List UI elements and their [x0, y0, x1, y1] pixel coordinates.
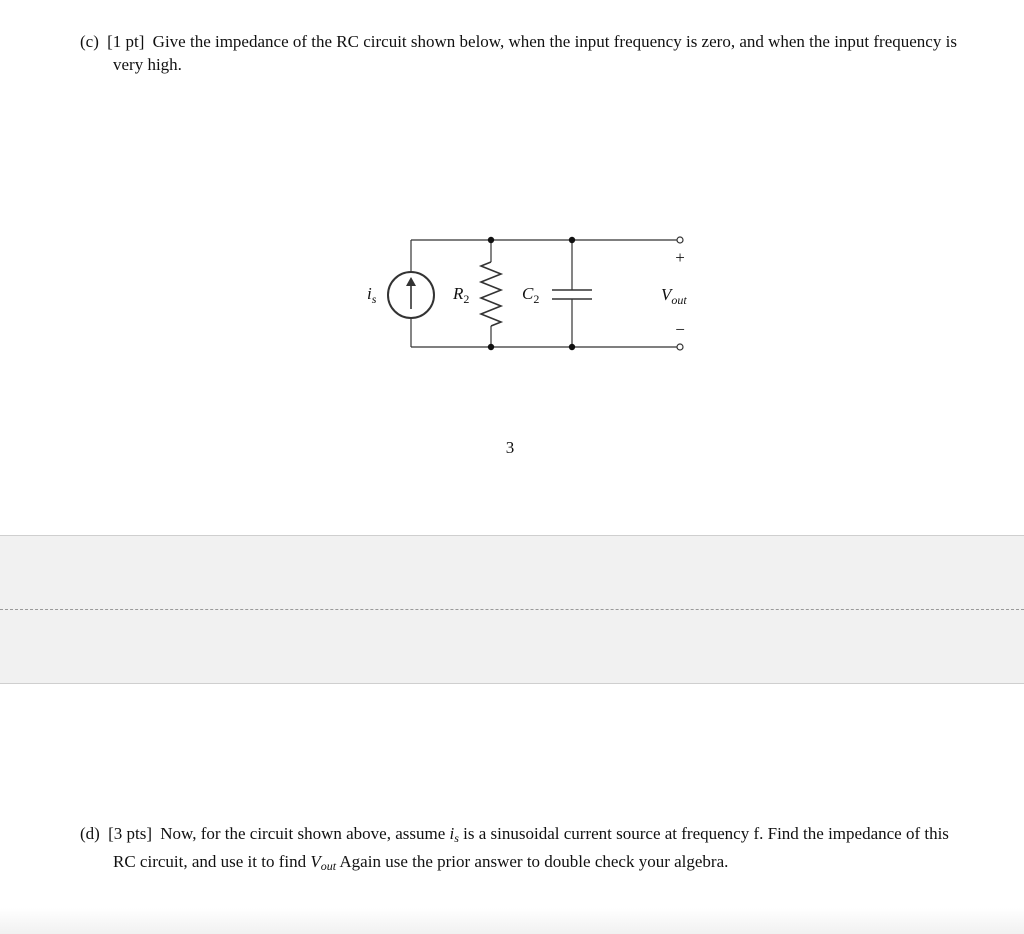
question-d: [80, 822, 960, 878]
source-label: $i_s$: [367, 284, 377, 306]
question-c-text-block: [80, 30, 960, 76]
resistor-label: $R_2$: [453, 284, 470, 306]
page-gap: [0, 535, 1024, 684]
output-minus-sign: −: [675, 320, 685, 339]
question-c: [80, 30, 960, 76]
junction-dot: [569, 344, 575, 350]
output-terminal-bottom: [677, 344, 683, 350]
question-d-text-3: Again use the prior answer to double check your algebra.: [339, 852, 729, 871]
output-plus-sign: +: [675, 248, 685, 267]
resistor-zigzag: [481, 262, 501, 326]
rc-circuit-diagram: [350, 225, 730, 365]
bottom-shade: [0, 908, 1024, 934]
output-voltage-label: $V_{out}$: [661, 285, 687, 307]
junction-dot: [488, 237, 494, 243]
current-source-arrowhead: [406, 277, 416, 286]
page-bottom: [0, 684, 1024, 934]
question-d-text-block: [80, 822, 960, 878]
question-d-text-2: is a sinusoidal current source at frequency f. Find the impedance of this RC circuit, and use it to find: [113, 824, 949, 871]
output-voltage-variable: $V_{out}$: [310, 852, 337, 873]
current-source-variable: $i_s$: [449, 824, 459, 845]
capacitor-label: $C_2$: [522, 284, 540, 306]
page-number: 3: [505, 438, 515, 457]
question-c-label: (c): [80, 32, 99, 51]
question-d-text-1: Now, for the circuit shown above, assume: [160, 824, 446, 843]
question-d-label: (d): [80, 824, 100, 843]
output-terminal-top: [677, 237, 683, 243]
question-c-points: [1 pt]: [107, 32, 145, 51]
junction-dot: [569, 237, 575, 243]
page-break-dashed-line: [0, 609, 1024, 610]
question-c-text: Give the impedance of the RC circuit shown below, when the input frequency is zero, and when the input frequency is very high.: [113, 32, 957, 74]
question-d-points: [3 pts]: [108, 824, 152, 843]
junction-dot: [488, 344, 494, 350]
